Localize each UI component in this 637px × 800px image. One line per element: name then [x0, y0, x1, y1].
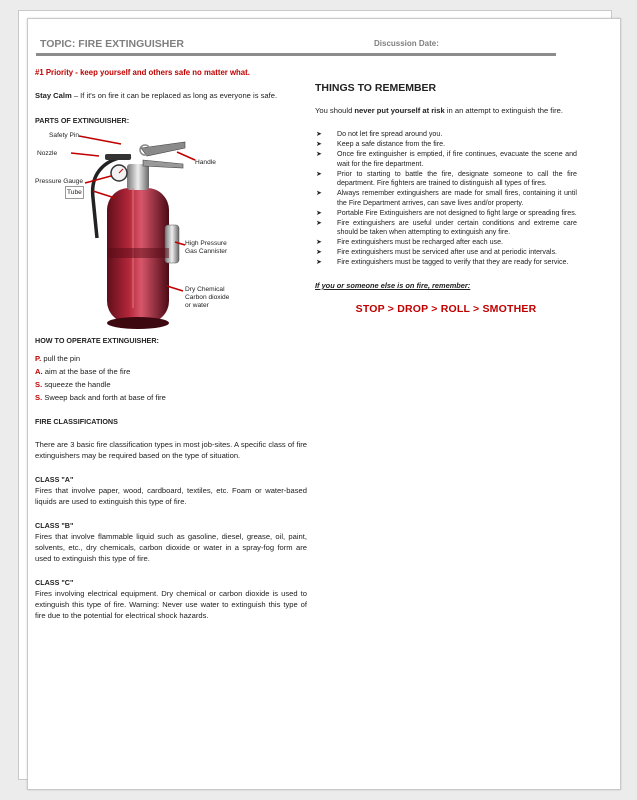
list-item-text: Fire extinguishers must be recharged after each use. [337, 238, 503, 247]
topic-title: TOPIC: FIRE EXTINGUISHER [40, 38, 184, 50]
arrow-bullet-icon: ➤ [316, 170, 322, 178]
pass-text: pull the pin [43, 354, 81, 363]
class-b-text: Fires that involve flammable liquid such as gasoline, diesel, grease, oil, paint, solvents, etc., dry chemicals, carbon dioxide or water in a spray-fog form are used to extinguish this type of fire. [35, 532, 307, 563]
pass-step [35, 365, 307, 378]
stop-drop-roll-smother: STOP > DROP > ROLL > SMOTHER [355, 302, 537, 315]
arrow-bullet-icon: ➤ [316, 219, 322, 227]
priority-statement: #1 Priority - keep yourself and others safe no matter what. [35, 68, 250, 77]
list-item-text: Fire extinguishers must be serviced after use and at periodic intervals. [337, 248, 558, 257]
list-item-text: Once fire extinguisher is emptied, if fire continues, evacuate the scene and wait for the fire department. [337, 149, 577, 168]
list-item [315, 130, 577, 140]
arrow-bullet-icon: ➤ [316, 150, 322, 158]
class-a-text: Fires that involve paper, wood, cardboard, textiles, etc. Foam or water-based liquids are used to extinguish this type of fire. [35, 486, 307, 506]
arrow-bullet-icon: ➤ [316, 239, 322, 247]
list-item [315, 258, 577, 268]
list-item-text: Keep a safe distance from the fire. [337, 139, 446, 148]
label-high-pressure-line2: Gas Cannister [185, 248, 228, 255]
list-item [315, 238, 577, 248]
stay-calm-bold: Stay Calm [35, 91, 72, 100]
label-dry-chemical-line1: Dry Chemical [185, 286, 225, 293]
list-item-text: Do not let fire spread around you. [337, 130, 443, 138]
things-to-remember-title: THINGS TO REMEMBER [315, 82, 437, 94]
label-high-pressure-line1: High Pressure [185, 240, 227, 247]
pass-letter: A. [35, 367, 43, 376]
arrow-bullet-icon: ➤ [316, 190, 322, 198]
label-tube: Tube [65, 186, 84, 199]
classifications-heading: FIRE CLASSIFICATIONS [35, 417, 118, 426]
intro-bold: never put yourself at risk [354, 106, 445, 115]
pass-letter: P. [35, 354, 42, 363]
list-item-text: Always remember extinguishers are made for small fires, containing it until the Fire Department arrives, can save lives and/or property. [337, 189, 577, 207]
list-item-text: Portable Fire Extinguishers are not designed to fight large or spreading fires. [337, 208, 577, 217]
left-column [35, 67, 307, 621]
list-item [315, 248, 577, 258]
list-item [315, 140, 577, 150]
discussion-date-label: Discussion Date: [374, 39, 439, 48]
label-safety-pin: Safety Pin [49, 132, 80, 139]
class-c-title: CLASS "C" [35, 578, 74, 587]
label-handle: Handle [195, 159, 216, 166]
pass-letter: S. [35, 393, 43, 402]
intro-post: in an attempt to extinguish the fire. [444, 106, 563, 115]
right-column [315, 67, 577, 315]
class-c-text: Fires involving electrical equipment. Dry chemical or carbon dioxide is used to extinguish this type of fire. Warning: Never use water to extinguish this type of fire due to the potential for electrical shock hazards. [35, 589, 307, 620]
pass-text: Sweep back and forth at base of fire [44, 393, 166, 402]
stay-calm-paragraph [35, 90, 307, 101]
list-item-text: Prior to starting to battle the fire, designate someone to call the fire department. Fire fighters are trained to distinguish all types of fires. [337, 169, 577, 188]
label-dry-chemical [185, 286, 229, 310]
arrow-bullet-icon: ➤ [316, 131, 322, 138]
arrow-bullet-icon: ➤ [316, 140, 322, 148]
pass-step [35, 391, 307, 404]
page-header [36, 38, 556, 56]
if-on-fire-note: If you or someone else is on fire, remember: [315, 280, 471, 290]
stay-calm-text: – If it's on fire it can be replaced as long as everyone is safe. [71, 91, 278, 100]
remember-list [315, 130, 577, 268]
list-item-text: Fire extinguishers are useful under certain conditions and extreme care should be taken when attempting to extinguish any fire. [337, 218, 577, 237]
list-item [315, 170, 577, 189]
label-dry-chemical-line3: or water [185, 302, 209, 309]
arrow-bullet-icon: ➤ [316, 209, 322, 217]
operate-heading: HOW TO OPERATE EXTINGUISHER: [35, 336, 159, 345]
arrow-bullet-icon: ➤ [316, 259, 322, 267]
pass-step [35, 378, 307, 391]
pass-letter: S. [35, 380, 43, 389]
list-item [315, 209, 577, 219]
list-item-text: Fire extinguishers must be tagged to verify that they are ready for service. [337, 258, 569, 267]
class-b-title: CLASS "B" [35, 521, 74, 530]
class-a-title: CLASS "A" [35, 475, 74, 484]
pass-step [35, 352, 307, 365]
parts-heading: PARTS OF EXTINGUISHER: [35, 116, 130, 125]
list-item [315, 189, 577, 208]
label-high-pressure [185, 240, 227, 256]
intro-pre: You should [315, 106, 355, 115]
extinguisher-diagram [35, 128, 235, 333]
arrow-bullet-icon: ➤ [316, 249, 322, 257]
pass-steps [35, 352, 307, 404]
label-dry-chemical-line2: Carbon dioxide [185, 294, 230, 301]
pass-text: aim at the base of the fire [44, 367, 131, 376]
remember-intro [315, 105, 577, 116]
list-item [315, 219, 577, 238]
label-pressure-gauge: Pressure Gauge [35, 178, 84, 185]
classifications-intro: There are 3 basic fire classification types in most job-sites. A specific class of fire extinguishers may be required based on the type of situation. [35, 440, 307, 460]
pass-text: squeeze the handle [44, 380, 111, 389]
list-item [315, 150, 577, 169]
label-nozzle: Nozzle [37, 150, 58, 157]
